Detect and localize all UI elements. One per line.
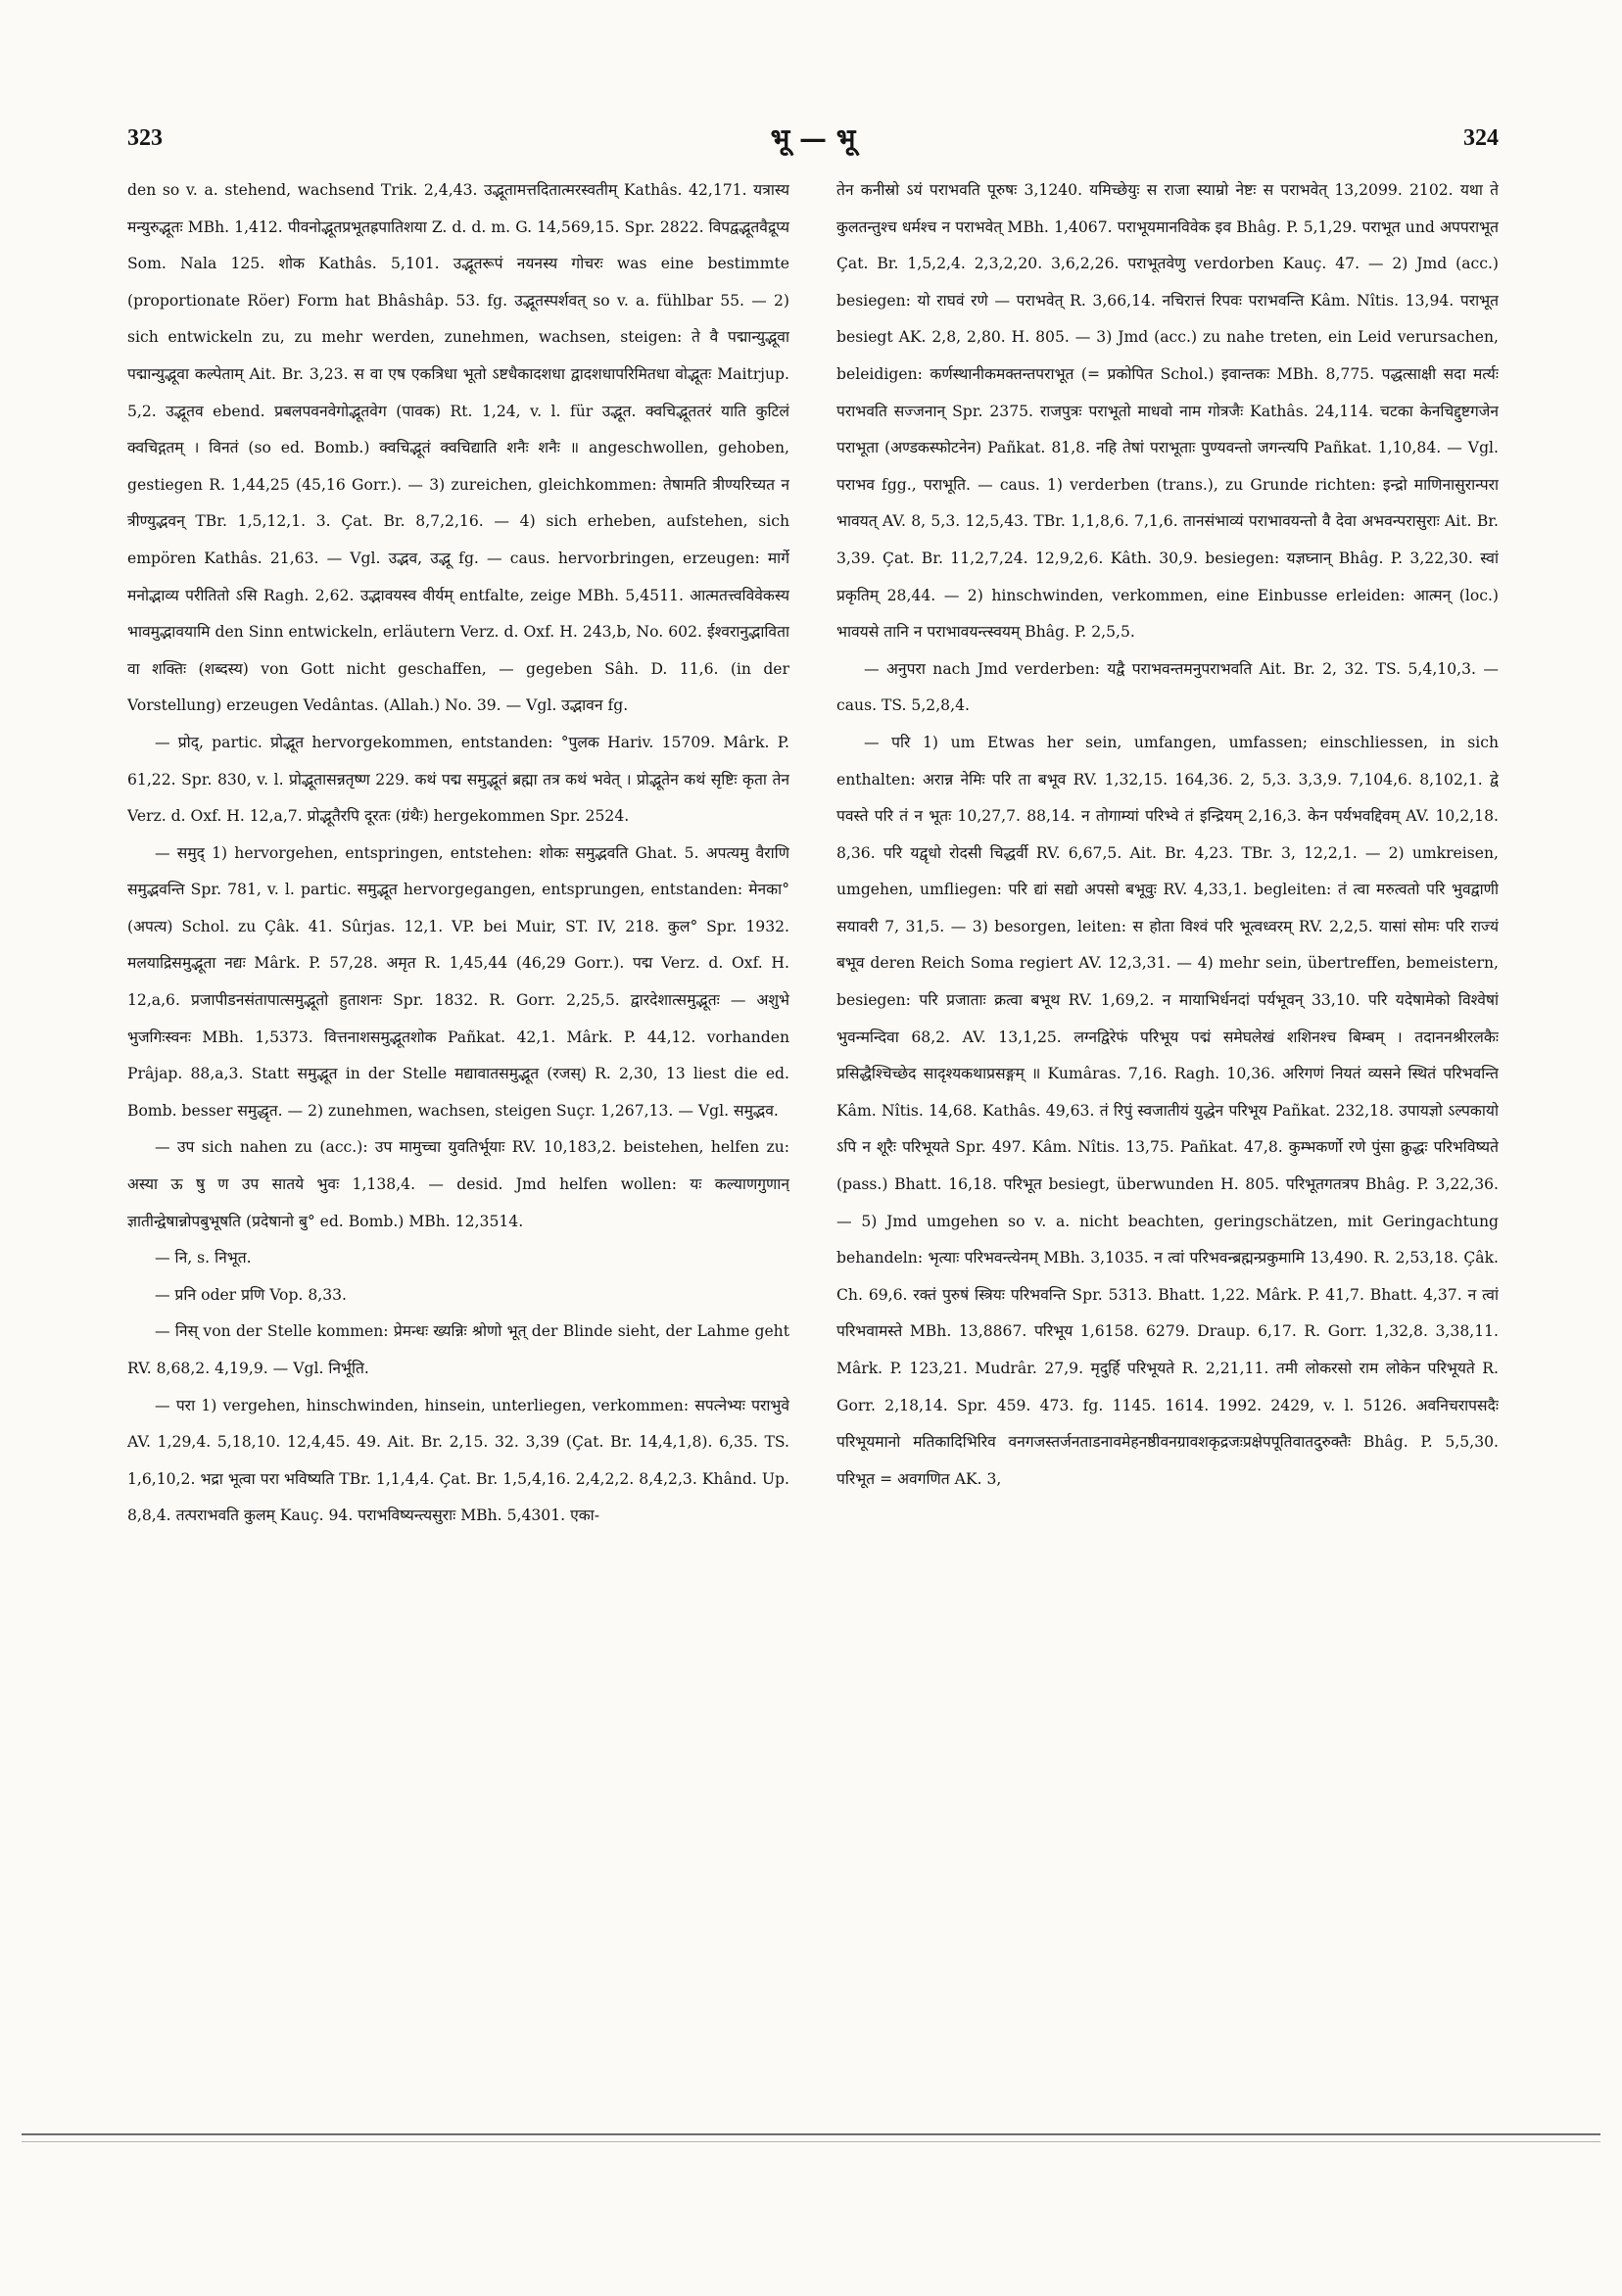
entry-para: — परा 1) vergehen, hinschwinden, hinsein, unterliegen, verkommen: सपत्नेभ्यः पराभुवे AV. 1,29,4. 5,18,10. 12,4,45. 49. Ait. Br. 2,15. 32. 3,39 (Çat. Br. 14,4,1,8). 6,35. TS. 1,6,10,2. भद्रा भूत्वा परा भविष्यति TBr. 1,1,4,4. Çat. Br. 1,5,4,16. 2,4,2,2. 8,4,2,3. Khând. Up. 8,8,4. तत्पराभवति कुलम् Kauç. 94. पराभविष्यन्त्यसुराः MBh. 5,4301. एका- — [127, 1396, 789, 1525]
right-column — [836, 172, 1499, 2102]
entry-pari: — परि 1) um Etwas her sein, umfangen, umfassen; einschliessen, in sich enthalten: अरान्न नेमिः परि ता बभूव RV. 1,32,15. 164,36. 2, 5,3. 3,3,9. 7,104,6. 8,102,1. द्वे पवस्ते परि तं न भूतः 10,27,7. 88,14. न तोगाम्यां परिभ्वे तं इन्द्रियम् 2,16,3. केन पर्यभवद्दिवम् AV. 10,2,18. 8,36. परि यद्वृधो रोदसी चिद्धर्वी RV. 6,67,5. Ait. Br. 4,23. TBr. 3, 12,2,1. — 2) umkreisen, umgehen, umfliegen: परि द्यां सद्यो अपसो बभूवुः RV. 4,33,1. begleiten: तं त्वा मरुत्वतो परि भुवद्वाणी सयावरी 7, 31,5. — 3) besorgen, leiten: स होता विश्वं परि भूत्वध्वरम् RV. 2,2,5. यासां सोमः परि राज्यं बभूव deren Reich Soma regiert AV. 12,3,31. — 4) mehr sein, übertreffen, bemeistern, besiegen: परि प्रजाताः क्रत्वा बभूथ RV. 1,69,2. न मायाभिर्धनदां पर्यभूवन् 33,10. परि यदेषामेको विश्वेषां भुवन्मन्दिवा 68,2. AV. 13,1,25. लग्नद्विरेफं परिभूय पद्मं समेघलेखं शशिनश्च बिम्बम् । तदाननश्रीरलकैः प्रसिद्धैश्चिच्छेद सादृश्यकथाप्रसङ्गम् ॥ Kumâras. 7,16. Ragh. 10,36. अरिगणं नियतं व्यसने स्थितं परिभवन्ति Kâm. Nîtis. 14,68. Kathâs. 49,63. तं रिपुं स्वजातीयं युद्धेन परिभूय Pañkat. 232,18. उपायज्ञो ऽल्पकायो ऽपि न शूरैः परिभूयते Spr. 497. Kâm. Nîtis. 13,75. Pañkat. 47,8. कुम्भकर्णो रणे पुंसा क्रुद्धः परिभविष्यते (pass.) Bhatt. 16,18. परिभूत besiegt, überwunden H. 805. परिभूतगतत्रप Bhâg. P. 3,22,36. — 5) Jmd umgehen so v. a. nicht beachten, geringschätzen, mit Geringachtung behandeln: भृत्याः परिभवन्त्येनम् MBh. 3,1035. न त्वां परिभवन्ब्रह्मन्प्रकुमामि 13,490. R. 2,53,18. Çâk. Ch. 69,6. रक्तं पुरुषं स्त्रियः परिभवन्ति Spr. 5313. Bhatt. 1,22. Mârk. P. 41,7. Bhatt. 4,37. न त्वां परिभवामस्ते MBh. 13,8867. परिभूय 1,6158. 6279. Draup. 6,17. R. Gorr. 1,32,8. 3,38,11. Mârk. P. 123,21. Mudrâr. 27,9. मृदुर्हि परिभूयते R. 2,21,11. तमी लोकरसो राम लोकेन परिभूयते R. Gorr. 2,18,14. Spr. 459. 473. fg. 1145. 1614. 1992. 2429, v. l. 5126. अवनिचरापसदैः परिभूयमानो मतिकादिभिरिव वनगजस्तर्जनताडनावमेहनष्ठीवनग्रावशकृद्रजःप्रक्षेपपूतिवातदुरुक्तैः Bhâg. P. 5,5,30. परिभूत = अवगणित AK. 3, — [836, 733, 1499, 1488]
page-number-right: 324 — [1463, 125, 1499, 151]
entry-anupara: — अनुपरा nach Jmd verderben: यद्वै पराभवन्तमनुपराभवति Ait. Br. 2, 32. TS. 5,4,10,3. — caus. TS. 5,2,8,4. — [836, 659, 1499, 715]
entry-samud: — समुद् 1) hervorgehen, entspringen, entstehen: शोकः समुद्भवति Ghat. 5. अपत्यमु वैराणि समुद्भवन्ति Spr. 781, v. l. partic. समुद्भूत hervorgegangen, entsprungen, entstanden: मेनका° (अपत्य) Schol. zu Çâk. 41. Sûrjas. 12,1. VP. bei Muir, ST. IV, 218. कुल° Spr. 1932. मलयाद्रिसमुद्भूता नद्यः Mârk. P. 57,28. अमृत R. 1,45,44 (46,29 Gorr.). पद्म Verz. d. Oxf. H. 12,a,6. प्रजापीडनसंतापात्समुद्भूतो हुताशनः Spr. 1832. R. Gorr. 2,25,5. द्वारदेशात्समुद्भूतः — अशुभे भुजगिःस्वनः MBh. 1,5373. वित्तनाशसमुद्भूतशोक Pañkat. 42,1. Mârk. P. 44,12. vorhanden Prâjap. 88,a,3. Statt समुद्भूत in der Stelle मद्यावातसमुद्भूत (रजस्) R. 2,30, 13 liest die ed. Bomb. besser समुद्धृत. — 2) zunehmen, wachsen, steigen Suçr. 1,267,13. — Vgl. समुद्भव. — [127, 843, 789, 1120]
bottom-rule — [22, 2133, 1600, 2135]
page-header — [127, 122, 1499, 165]
paragraph: den so v. a. stehend, wachsend Trik. 2,4,43. उद्भूतामत्तदितात्मरस्वतीम् Kathâs. 42,171. यत्रास्य मन्युरुद्भूतः MBh. 1,412. पीवनोद्भूतप्रभूतह्रपातिशया Z. d. d. m. G. 14,569,15. Spr. 2822. विपद्वद्भूतवैद्रूप्य Som. Nala 125. शोक Kathâs. 5,101. उद्भूतरूपं नयनस्य गोचरः was eine bestimmte (proportionate Röer) Form hat Bhâshâp. 53. fg. उद्भूतस्पर्शवत् so v. a. fühlbar 55. — 2) sich entwickeln zu, zu mehr werden, zunehmen, wachsen, steigen: ते वै पद्मान्युद्भूवा पद्मान्युद्भूवा कल्पेताम् Ait. Br. 3,23. स वा एष एकत्रिधा भूतो ऽष्टधैकादशधा द्वादशधापरिमितधा वोद्भूतः Maitrjup. 5,2. उद्भूतव ebend. प्रबलपवनवेगोद्भूतवेग (पावक) Rt. 1,24, v. l. für उद्भूत. क्वचिद्भूततरं याति कुटिलं क्वचिद्गतम् । विनतं (so ed. Bomb.) क्वचिद्भूतं क्वचिद्याति शनैः शनैः ॥ angeschwollen, gehoben, gestiegen R. 1,44,25 (45,16 Gorr.). — 3) zureichen, gleichkommen: तेषामति त्रीण्यरिच्यत न त्रीण्युद्भवन् TBr. 1,5,12,1. 3. Çat. Br. 8,7,2,16. — 4) sich erheben, aufstehen, sich empören Kathâs. 21,63. — Vgl. उद्भव, उद्भू fg. — caus. hervorbringen, erzeugen: मार्गे मनोद्भाव्य परीतितो ऽसि Ragh. 2,62. उद्भावयस्व वीर्यम् entfalte, zeige MBh. 5,4511. आत्मतत्त्वविवेकस्य भावमुद्भावयामि den Sinn entwickeln, erläutern Verz. d. Oxf. H. 243,b, No. 602. ईश्वरानुद्भाविता वा शक्तिः (शब्दस्य) von Gott nicht geschaffen, — gegeben Sâh. D. 11,6. (in der Vorstellung) erzeugen Vedântas. (Allah.) No. 39. — Vgl. उद्भावन fg. — [127, 181, 789, 715]
page-number-left: 323 — [127, 125, 163, 151]
entry-upa: — उप sich nahen zu (acc.): उप मामुच्चा युवतिर्भूयाः RV. 10,183,2. beistehen, helfen zu: अस्या ऊ षु ण उप सातये भुवः 1,138,4. — desid. Jmd helfen wollen: यः कल्याणगुणान् ज्ञातीन्द्वेषान्नोपबुभूषति (प्रदेषानो बु° ed. Bomb.) MBh. 12,3514. — [127, 1138, 789, 1230]
paragraph: तेन कनीस्रो ऽयं पराभवति पूरुषः 3,1240. यमिच्छेयुः स राजा स्याम्रो नेष्टः स पराभवेत् 13,2099. 2102. यथा ते कुलतन्तुश्च धर्मश्च न पराभवेत् MBh. 1,4067. पराभूयमानविवेक इव Bhâg. P. 5,1,29. पराभूत und अपपराभूत Çat. Br. 1,5,2,4. 2,3,2,20. 3,6,2,26. पराभूतवेणु verdorben Kauç. 47. — 2) Jmd (acc.) besiegen: यो राघवं रणे — पराभवेत् R. 3,66,14. नचिरात्तं रिपवः पराभवन्ति Kâm. Nîtis. 13,94. पराभूत besiegt AK. 2,8, 2,80. H. 805. — 3) Jmd (acc.) zu nahe treten, ein Leid verursachen, beleidigen: कर्णस्थानीकमक्तन्तपराभूत (= प्रकोपित Schol.) इवान्तकः MBh. 8,775. पद्धत्साक्षी सदा मर्त्यः पराभवति सज्जनान् Spr. 2375. राजपुत्रः पराभूतो माधवो नाम गोत्रजैः Kathâs. 24,114. चटका केनचिद्दुष्टगजेन पराभूता (अण्डकस्फोटनेन) Pañkat. 81,8. नहि तेषां पराभूताः पुण्यवन्तो जगन्त्यपि Pañkat. 1,10,84. — Vgl. पराभव fgg., पराभूति. — caus. 1) verderben (trans.), zu Grunde richten: इन्द्रो माणिनासुरान्परा भावयत् AV. 8, 5,3. 12,5,43. TBr. 1,1,8,6. 7,1,6. तानसंभाव्यं पराभावयन्तो वै देवा अभवन्परासुराः Ait. Br. 3,39. Çat. Br. 11,2,7,24. 12,9,2,6. Kâth. 30,9. besiegen: यज्ञघ्नान् Bhâg. P. 3,22,30. स्वां प्रकृतिम् 28,44. — 2) hinschwinden, verkommen, eine Einbusse erleiden: आत्मन् (loc.) भावयसे तानि न पराभावयन्त्स्वयम् Bhâg. P. 2,5,5. — [836, 181, 1499, 642]
bottom-rule-thin — [22, 2141, 1600, 2142]
running-headword: भू — भू — [770, 122, 856, 155]
entry-nis: — निस् von der Stelle kommen: प्रेमन्धः ख्यन्निः श्रोणो भूत् der Blinde sieht, der Lahme geht RV. 8,68,2. 4,19,9. — Vgl. निर्भूति. — [127, 1322, 789, 1377]
entry-prani: — प्रनि oder प्रणि Vop. 8,33. — [155, 1285, 348, 1304]
entry-prod: — प्रोद्, partic. प्रोद्भूत hervorgekommen, entstanden: °पुलक Hariv. 15709. Mârk. P. 61,22. Spr. 830, v. l. प्रोद्भूतासन्नतृष्ण 229. कथं पद्म समुद्भूतं ब्रह्मा तत्र कथं भवेत् । प्रोद्भूतेन कथं सृष्टिः कृता तेन Verz. d. Oxf. H. 12,a,7. प्रोद्भूतैरपि दूरतः (ग्रंथैः) hergekommen Spr. 2524. — [127, 733, 789, 826]
left-column — [127, 172, 789, 2102]
entry-ni: — नि, s. निभूत. — [155, 1249, 252, 1268]
